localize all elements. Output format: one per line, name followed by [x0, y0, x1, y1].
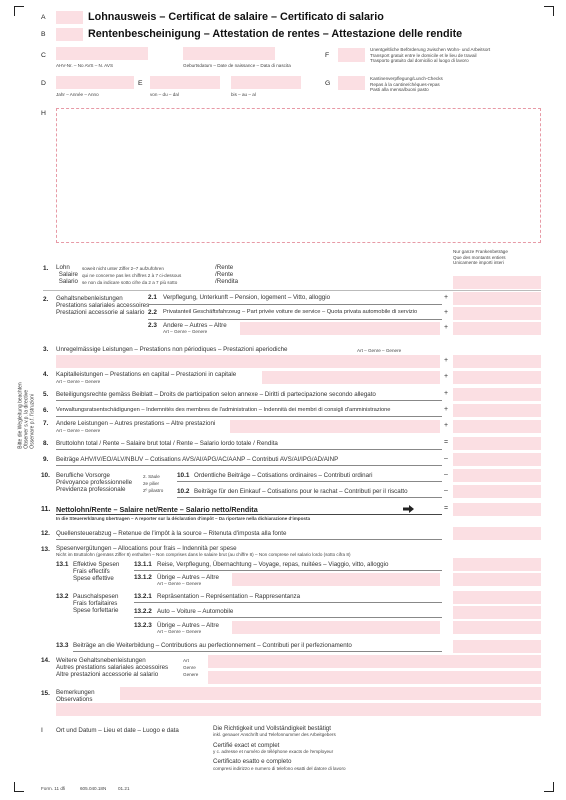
row-3-type-field[interactable] [56, 355, 440, 368]
sidebar-instructions: Bitte die Wegleitung beachten Observer s.v.p. la directive Osservare p.f. l'istruzioni [17, 382, 35, 449]
effective-expenses-label: Effektive Spesen Frais effectifs Spese effettive [73, 561, 120, 583]
salary-note: soweit nicht unter Ziffer 2–7 aufzuführen qui ne concerne pas les chiffres 2 à 7 ci-dessous se non da indicare sotto cifre da 2 a 7 più sotto [82, 266, 182, 286]
to-date-label: bis – au – al [231, 92, 256, 97]
amount-13-1-1[interactable] [453, 558, 541, 571]
row-13-2-3-art: Art – Genre – Genere [157, 629, 202, 634]
amount-10-1[interactable] [453, 469, 541, 482]
row-number: 10. [41, 472, 50, 479]
letter-a: A [41, 14, 46, 21]
row-number: 13.1.2 [134, 574, 152, 581]
checkbox-g[interactable] [338, 76, 365, 90]
remarks-label: Bemerkungen Observations [56, 689, 95, 704]
row-number: 11. [41, 506, 51, 513]
row-number: 13. [41, 546, 50, 553]
letter-f: F [325, 52, 330, 59]
amount-2-3[interactable] [453, 322, 541, 335]
ahv-number-field[interactable] [56, 47, 148, 60]
row-13-1-2-label: Übrige – Autres – Altre [157, 574, 219, 581]
row-number: 13.1.1 [134, 561, 152, 568]
row-13-1-2-art: Art – Genre – Genere [157, 581, 202, 586]
equal-sign: = [444, 505, 449, 512]
title-certificate: Lohnausweis – Certificat de salaire – Certificato di salario [88, 11, 384, 23]
ahv-number-label: AHV-Nr. – No AVS – N. AVS [56, 63, 114, 68]
from-date-field[interactable] [150, 76, 220, 89]
address-box[interactable] [56, 108, 541, 243]
row-number: 8. [43, 440, 49, 447]
letter-d: D [41, 80, 46, 87]
other-benefits-art: Art Genre Genere [183, 658, 199, 678]
amount-header: Nur ganze Frankenbeträge Que des montants entiers Unicamente importi interi [453, 249, 508, 265]
row-7-label: Andere Leistungen – Autres prestations – Altre prestazioni [56, 420, 216, 427]
minus-sign: – [444, 455, 448, 462]
row-number: 2. [43, 296, 49, 303]
checkbox-a[interactable] [56, 11, 83, 24]
row-4-type-field[interactable] [262, 371, 440, 384]
net-salary-note: In die Steuererklärung übertragen – A reporter sur la déclaration d'impôt – Da riportare nella dichiarazione d'imposta [56, 516, 311, 521]
form-date: 01.21 [118, 786, 130, 791]
title-pension: Rentenbescheinigung – Attestation de rentes – Attestazione delle rendite [88, 28, 463, 40]
row-number: 14. [41, 657, 50, 664]
crop-mark-bottom-left [14, 782, 24, 792]
fringe-benefits-label: Gehaltsnebenleistungen Prestations salariales accessoires Prestazioni accessorie al salario [56, 295, 150, 317]
plus-sign: + [444, 309, 449, 316]
row-3-art: Art – Genre – Genere [357, 348, 402, 353]
arrow-right-icon [403, 505, 414, 513]
row-13-note: Nicht im Bruttolohn (gemäss Ziffer 8) enthalten – Non comprises dans le salaire brut (au chiffre 8) – Non comprese nel salario lordo (sotto cifra 8) [56, 552, 351, 557]
pension-fund-label: Berufliche Vorsorge Prévoyance professionnelle Previdenza professionale [56, 472, 133, 494]
amount-10-2[interactable] [453, 485, 541, 498]
other-benefits-field-2[interactable] [208, 671, 541, 684]
row-number: 13.1 [56, 561, 69, 568]
row-number: 2.1 [148, 294, 157, 301]
pension-label: /Rente /Rente /Rendita [215, 264, 239, 286]
letter-i: I [41, 727, 43, 734]
salary-label: Lohn Salaire Salario [56, 264, 78, 286]
row-2-3-art: Art – Genre – Genere [163, 329, 208, 334]
crop-mark-top-left [14, 6, 24, 16]
amount-2-2[interactable] [453, 307, 541, 320]
row-number: 15. [41, 690, 50, 697]
row-12-label: Quellensteuerabzug – Retenue de l'impôt à la source – Ritenuta d'imposta alla fonte [56, 530, 287, 537]
row-number: 9. [43, 456, 49, 463]
row-number: 10.2 [177, 488, 190, 495]
row-13-1-2-type-field[interactable] [232, 573, 440, 586]
row-10-2-label: Beiträge für den Einkauf – Cotisations pour le rachat – Contributi per il riscatto [194, 488, 408, 495]
pillar-label: 2. Säule 2e pilier 2º pilastro [143, 474, 164, 494]
to-date-field[interactable] [231, 76, 301, 89]
row-13-2-1-label: Repräsentation – Représentation – Rappresentanza [157, 593, 301, 600]
row-number: 5. [43, 391, 49, 398]
row-3-label: Unregelmässige Leistungen – Prestations non périodiques – Prestazioni aperiodiche [56, 346, 288, 353]
birth-date-label: Geburtsdatum – Date de naissance – Data di nascita [183, 63, 291, 68]
row-2-2-label: Privatanteil Geschäftsfahrzeug – Part privée voiture de service – Quota privata automobile di servizio [163, 309, 418, 315]
row-number: 10.1 [177, 472, 190, 479]
plus-sign: + [444, 294, 449, 301]
amount-8[interactable] [453, 437, 541, 450]
plus-sign: + [444, 373, 449, 380]
row-number: 2.2 [148, 309, 157, 316]
row-13-1-1-label: Reise, Verpflegung, Übernachtung – Voyage, repas, nuitées – Viaggio, vitto, alloggio [157, 561, 389, 568]
letter-c: C [41, 52, 46, 59]
amount-6[interactable] [453, 404, 541, 417]
letter-e: E [138, 80, 143, 87]
remarks-field-1[interactable] [120, 687, 541, 700]
row-10-1-label: Ordentliche Beiträge – Cotisations ordinaires – Contributi ordinari [194, 472, 373, 479]
plus-sign: + [444, 422, 449, 429]
row-13-3-label: Beiträge an die Weiterbildung – Contributions au perfectionnement – Contributi per il perfezionamento [73, 642, 352, 649]
row-number: 4. [43, 371, 49, 378]
letter-b: B [41, 31, 46, 38]
row-7-art: Art – Genre – Genere [56, 428, 101, 433]
flat-expenses-label: Pauschalspesen Frais forfaitaires Spese forfettarie [73, 593, 119, 615]
amount-13-2-1[interactable] [453, 591, 541, 604]
checkbox-b[interactable] [56, 28, 83, 41]
remarks-field-2[interactable] [56, 703, 541, 716]
f-transport-label: Unentgeltliche Beförderung zwischen Wohn- und Arbeitsort Transport gratuit entre le domicile et le lieu de travail Trasporto gratuito dal domicilio al luogo di lavoro [370, 47, 491, 63]
letter-g: G [325, 80, 331, 87]
amount-9[interactable] [453, 453, 541, 466]
net-salary-label: Nettolohn/Rente – Salaire net/Rente – Salario netto/Rendita [56, 505, 258, 514]
amount-5[interactable] [453, 388, 541, 401]
from-date-label: von – du – dal [150, 92, 179, 97]
minus-sign: – [444, 487, 448, 494]
amount-13-2-3[interactable] [453, 621, 541, 634]
plus-sign: + [444, 357, 449, 364]
row-8-label: Bruttolohn total / Rente – Salaire brut total / Rente – Salario lordo totale / Rendita [56, 440, 278, 447]
row-13-2-2-label: Auto – Voiture – Automobile [157, 608, 234, 615]
form-code: 605.040.18N [80, 786, 107, 791]
amount-7[interactable] [453, 420, 541, 433]
confirmation-text: Die Richtigkeit und Vollständigkeit bestätigt inkl. genauer Anschrift und Telefonnummer des Arbeitgebers Certifié exact et complet y c. adresse et numéro de téléphone exacts de l'employeur Certificato esatto e completo compresi indirizzo e numero di telefono esatti del datore di lavoro [213, 725, 346, 771]
amount-13-2-2[interactable] [453, 606, 541, 619]
amount-11[interactable] [453, 503, 541, 516]
row-number: 13.2.2 [134, 608, 152, 615]
checkbox-f[interactable] [338, 48, 365, 62]
g-canteen-label: Kantinenverpflegung/Lunch-Checks Repas à la cantine/chèques-repas Pasti alla mensa/buoni pasto [370, 76, 443, 92]
equal-sign: = [444, 439, 449, 446]
plus-sign: + [444, 390, 449, 397]
year-field[interactable] [56, 76, 134, 89]
year-label: Jahr – Année – Anno [56, 92, 99, 97]
row-number: 13.2 [56, 593, 69, 600]
amount-2-1[interactable] [453, 292, 541, 305]
crop-mark-bottom-right [544, 782, 554, 792]
row-2-3-label: Andere – Autres – Altre [163, 322, 227, 329]
amount-1[interactable] [453, 276, 541, 289]
row-number: 13.2.3 [134, 622, 152, 629]
other-benefits-label: Weitere Gehaltsnebenleistungen Autres prestations salariales accessoires Altre prestazioni accessorie al salario [56, 657, 169, 679]
row-number: 7. [43, 420, 49, 427]
row-5-label: Beteiligungsrechte gemäss Beiblatt – Droits de participation selon annexe – Diritti di partecipazione secondo allegato [56, 391, 376, 398]
row-number: 12. [41, 530, 50, 537]
row-number: 13.2.1 [134, 593, 152, 600]
row-7-type-field[interactable] [230, 420, 440, 433]
row-13-2-3-label: Übrige – Autres – Altre [157, 622, 219, 629]
row-number: 2.3 [148, 322, 157, 329]
amount-3[interactable] [453, 355, 541, 368]
place-date-label: Ort und Datum – Lieu et date – Luogo e data [56, 727, 179, 734]
amount-4[interactable] [453, 371, 541, 384]
row-9-label: Beiträge AHV/IV/EO/ALV/NBUV – Cotisations AVS/AI/APG/AC/AANP – Contributi AVS/AI/IPG/AD/AINP [56, 456, 339, 463]
amount-13-3[interactable] [453, 640, 541, 653]
amount-13-1-2[interactable] [453, 573, 541, 586]
form-number: Form. 11 dfi [41, 786, 66, 791]
row-4-art: Art – Genre – Genere [56, 379, 101, 384]
other-benefits-field-1[interactable] [208, 655, 541, 668]
row-number: 13.3 [56, 642, 69, 649]
crop-mark-top-right [544, 6, 554, 16]
row-number: 1. [43, 265, 49, 272]
row-13-label: Spesenvergütungen – Allocations pour frais – Indennità per spese [56, 545, 237, 552]
row-number: 6. [43, 407, 49, 414]
row-6-label: Verwaltungsratsentschädigungen – Indemnités des membres de l'administration – Indennità dei membri di consigli d'amministrazione [56, 407, 391, 413]
row-4-label: Kapitalleistungen – Prestations en capital – Prestazioni in capitale [56, 371, 237, 378]
row-13-2-3-type-field[interactable] [232, 621, 440, 634]
row-2-3-type-field[interactable] [240, 322, 440, 335]
minus-sign: – [444, 471, 448, 478]
row-2-1-label: Verpflegung, Unterkunft – Pension, logement – Vitto, alloggio [163, 294, 331, 301]
letter-h: H [41, 110, 46, 117]
birth-date-field[interactable] [183, 47, 275, 60]
plus-sign: + [444, 324, 449, 331]
plus-sign: + [444, 406, 449, 413]
row-number: 3. [43, 346, 49, 353]
amount-12[interactable] [453, 527, 541, 540]
